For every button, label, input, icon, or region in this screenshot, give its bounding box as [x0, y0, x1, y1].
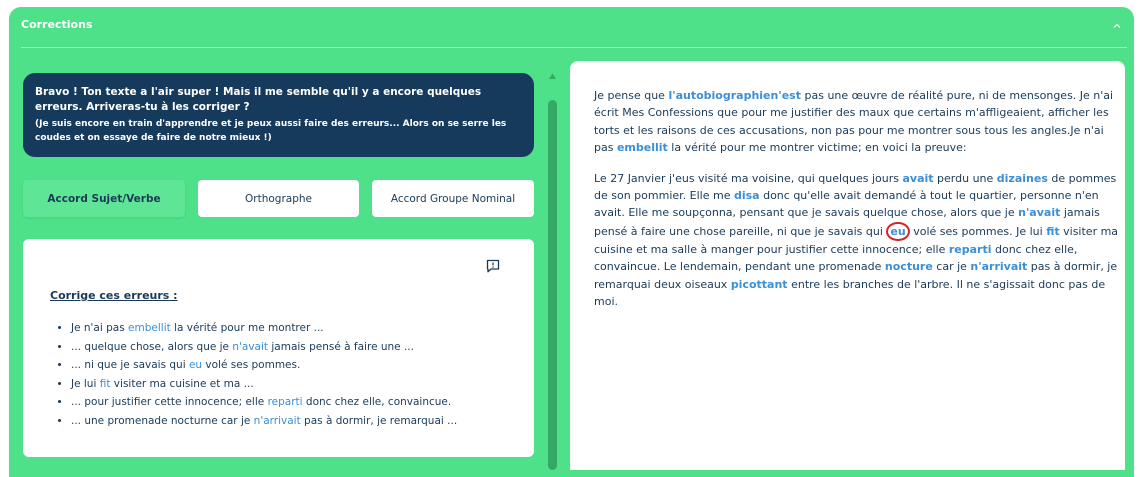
error-word[interactable]: fit: [1046, 224, 1060, 238]
text-segment: perdu une: [933, 171, 997, 185]
item-text-after: volé ses pommes.: [202, 359, 301, 372]
error-word[interactable]: reparti: [948, 242, 992, 256]
feedback-note: (Je suis encore en train d'apprendre et je peux aussi faire des erreurs... Alors on se serre les coudes et on essaye de faire de notre mieux !): [35, 119, 507, 143]
list-item: [71, 319, 457, 338]
paragraph: [594, 170, 1119, 311]
item-text-before: ... une promenade nocturne car je: [71, 414, 254, 427]
triangle-up-icon[interactable]: [548, 72, 557, 80]
list-item: [71, 375, 457, 394]
scrollbar[interactable]: [548, 72, 557, 470]
exercise-list: [71, 319, 457, 431]
scrollbar-thumb[interactable]: [548, 100, 557, 470]
list-item: [71, 393, 457, 412]
error-word[interactable]: n'avait: [1018, 206, 1061, 220]
text-segment: jamais pensé à faire une chose pareille, ni que je savais qui: [594, 206, 1100, 238]
list-item: [71, 338, 457, 357]
text-segment: Le 27 Janvier j'eus visité ma voisine, qui quelques jours: [594, 171, 903, 185]
message-report-icon[interactable]: [485, 258, 501, 274]
panel-title: Corrections: [21, 18, 93, 31]
text-card: [570, 61, 1125, 470]
feedback-bubble: [23, 73, 534, 157]
error-word[interactable]: l'autobiographien'est: [668, 89, 801, 102]
header-divider: [21, 47, 1127, 48]
text-segment: de pommes de son pommier. Elle me: [594, 171, 1117, 203]
error-word[interactable]: eu: [188, 359, 203, 372]
error-word[interactable]: dizaines: [996, 171, 1048, 185]
category-button-spelling[interactable]: Orthographe: [198, 180, 359, 217]
item-text-before: ... pour justifier cette innocence; elle: [71, 396, 268, 409]
category-button-noun-group[interactable]: Accord Groupe Nominal: [372, 180, 534, 217]
error-word[interactable]: embellit: [616, 141, 668, 155]
error-word[interactable]: avait: [902, 171, 934, 185]
error-word[interactable]: reparti: [267, 396, 303, 409]
error-word[interactable]: n'avait: [232, 340, 269, 353]
error-word[interactable]: nocture: [884, 260, 933, 274]
text-segment: volé ses pommes. Je lui: [909, 224, 1047, 238]
text-segment: Je pense que: [594, 89, 669, 102]
item-text-before: ... ni que je savais qui: [71, 359, 189, 372]
item-text-after: visiter ma cuisine et ma ...: [110, 377, 254, 390]
item-text-after: la vérité pour me montrer ...: [170, 322, 324, 334]
feedback-message: Bravo ! Ton texte a l'air super ! Mais il me semble qu'il y a encore quelques erreurs. Arriveras-tu à les corriger ?: [35, 86, 482, 113]
exercise-card: [23, 239, 534, 457]
text-segment: pas une œuvre de réalité pure, ni de mensonges. Je n'ai écrit Mes Confessions que pour me justifier des maux que certains m'affligeaient, afficher les torts et les raisons de ces accusations, non pas pour me montrer sous tous les angles.Je n'ai pas: [594, 89, 1114, 155]
error-word[interactable]: embellit: [128, 322, 171, 334]
exercise-title: Corrige ces erreurs :: [50, 289, 178, 302]
error-word[interactable]: n'arrivait: [253, 414, 301, 427]
text-segment: donc qu'elle avait demandé à tout le quartier, personne n'en avait. Elle me soupçonna, pensant que je savais quelque chose, alors que je: [594, 189, 1099, 220]
text-segment: entre les branches de l'arbre. Il ne s'agissait donc pas de moi.: [594, 277, 1106, 309]
text-segment: la vérité pour me montrer victime; en voici la preuve:: [667, 141, 967, 155]
item-text-after: pas à dormir, je remarquai ...: [300, 414, 458, 427]
text-segment: visiter ma cuisine et ma salle à manger pour justifier cette innocence; elle: [594, 224, 1119, 256]
error-word[interactable]: n'arrivait: [970, 260, 1028, 274]
error-word[interactable]: disa: [733, 189, 760, 203]
item-text-before: Je n'ai pas: [71, 322, 129, 334]
panel-header[interactable]: [9, 7, 1134, 47]
category-button-subject-verb[interactable]: Accord Sujet/Verbe: [23, 180, 185, 217]
student-text: [594, 87, 1119, 323]
paragraph: [594, 87, 1119, 157]
list-item: [71, 412, 457, 431]
error-word[interactable]: fit: [99, 377, 111, 390]
error-word[interactable]: picottant: [730, 277, 788, 291]
item-text-before: Je lui: [71, 377, 100, 390]
item-text-before: ... quelque chose, alors que je: [71, 340, 233, 353]
item-text-after: jamais pensé à faire une ...: [268, 340, 414, 353]
text-segment: car je: [932, 260, 971, 274]
error-word-selected[interactable]: eu: [886, 222, 909, 241]
chevron-up-icon[interactable]: [1110, 19, 1124, 33]
text-segment: donc chez elle, convaincue. Le lendemain, pendant une promenade: [594, 242, 1078, 274]
text-segment: pas à dormir, je remarquai deux oiseaux: [594, 260, 1118, 291]
list-item: [71, 356, 457, 375]
item-text-after: donc chez elle, convaincue.: [302, 396, 452, 409]
